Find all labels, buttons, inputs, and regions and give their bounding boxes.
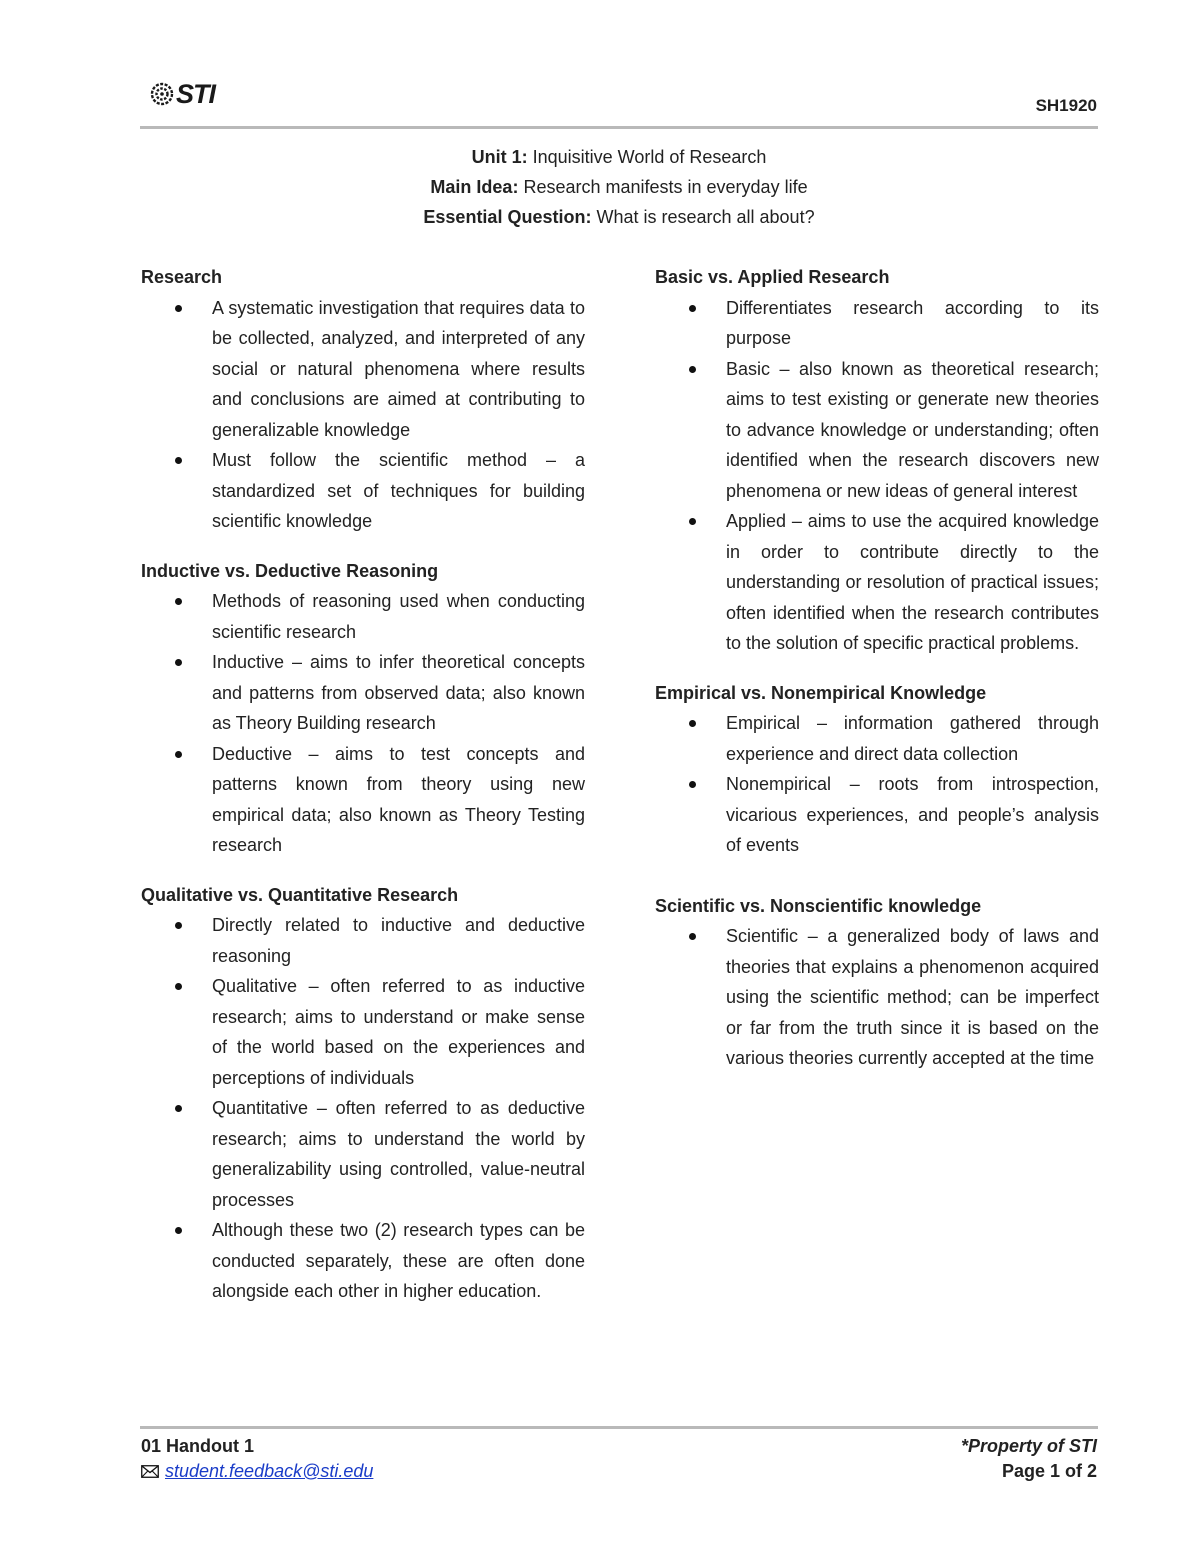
section-title: Scientific vs. Nonscientific knowledge <box>655 895 982 916</box>
essential-question-line: Essential Question: What is research all about? <box>423 207 815 227</box>
bullet-item: Quantitative – often referred to as deductive research; aims to understand the world by generalizability using controlled, value-neutral processes <box>141 1093 585 1215</box>
section-basic-applied <box>655 262 1099 659</box>
section-title: Empirical vs. Nonempirical Knowledge <box>655 682 987 703</box>
bullet-item: Qualitative – often referred to as inductive research; aims to understand or make sense of the world based on the experiences and perceptions of individuals <box>141 971 585 1093</box>
right-column <box>655 262 1099 1093</box>
bullet-item: Applied – aims to use the acquired knowledge in order to contribute directly to the understanding or resolution of practical issues; often identified when the research contributes to the solution of specific practical problems. <box>655 506 1099 659</box>
handout-label: 01 Handout 1 <box>141 1436 255 1456</box>
page-number: Page 1 of 2 <box>1001 1461 1097 1481</box>
sti-logo <box>150 76 215 112</box>
bullet-item: Inductive – aims to infer theoretical concepts and patterns from observed data; also known as Theory Building research <box>141 647 585 739</box>
document-code: SH1920 <box>1035 96 1097 115</box>
feedback-row <box>141 1459 373 1484</box>
section-title: Research <box>141 267 223 287</box>
header-divider <box>140 126 1098 129</box>
section-title: Basic vs. Applied Research <box>655 267 890 287</box>
globe-icon <box>150 82 174 106</box>
bullet-item: Empirical – information gathered through experience and direct data collection <box>655 708 1099 769</box>
section-title: Qualitative vs. Quantitative Research <box>141 884 459 905</box>
envelope-icon <box>141 1465 159 1478</box>
bullet-item: Although these two (2) research types can be conducted separately, these are often done alongside each other in higher education. <box>141 1215 585 1307</box>
bullet-item: Differentiates research according to its purpose <box>655 293 1099 354</box>
section-research <box>141 262 585 537</box>
footer-right <box>961 1434 1097 1484</box>
bullet-item: Nonempirical – roots from introspection, vicarious experiences, and people’s analysis of events <box>655 769 1099 861</box>
bullet-item: Must follow the scientific method – a standardized set of techniques for building scientific knowledge <box>141 445 585 537</box>
unit-line: Unit 1: Inquisitive World of Research <box>471 147 767 167</box>
feedback-email-link[interactable]: student.feedback@sti.edu <box>165 1461 374 1481</box>
section-scientific-nonscientific <box>655 891 1099 1074</box>
bullet-item: Directly related to inductive and deductive reasoning <box>141 910 585 971</box>
bullet-item: A systematic investigation that requires data to be collected, analyzed, and interpreted of any social or natural phenomena where results and conclusions are aimed at contributing to generalizable knowledge <box>141 293 585 446</box>
logo-text: STI <box>176 78 216 109</box>
bullet-item: Deductive – aims to test concepts and patterns known from theory using new empirical data; also known as Theory Testing research <box>141 739 585 861</box>
bullet-item: Scientific – a generalized body of laws and theories that explains a phenomenon acquired using the scientific method; can be imperfect or far from the truth since it is based on the various theories currently accepted at the time <box>655 921 1099 1074</box>
section-qualitative-quantitative <box>141 880 585 1307</box>
footer-left <box>141 1434 373 1484</box>
unit-heading <box>140 142 1098 232</box>
left-column <box>141 262 585 1326</box>
section-empirical-nonempirical <box>655 678 1099 861</box>
section-inductive-deductive <box>141 556 585 861</box>
footer-divider <box>140 1426 1098 1429</box>
bullet-item: Basic – also known as theoretical research; aims to test existing or generate new theories to advance knowledge or understanding; often identified when the research discovers new phenomena or new ideas of general interest <box>655 354 1099 507</box>
section-title: Inductive vs. Deductive Reasoning <box>141 560 439 581</box>
property-notice: *Property of STI <box>960 1436 1097 1456</box>
main-idea-line: Main Idea: Research manifests in everyday life <box>430 177 808 197</box>
bullet-item: Methods of reasoning used when conducting scientific research <box>141 586 585 647</box>
